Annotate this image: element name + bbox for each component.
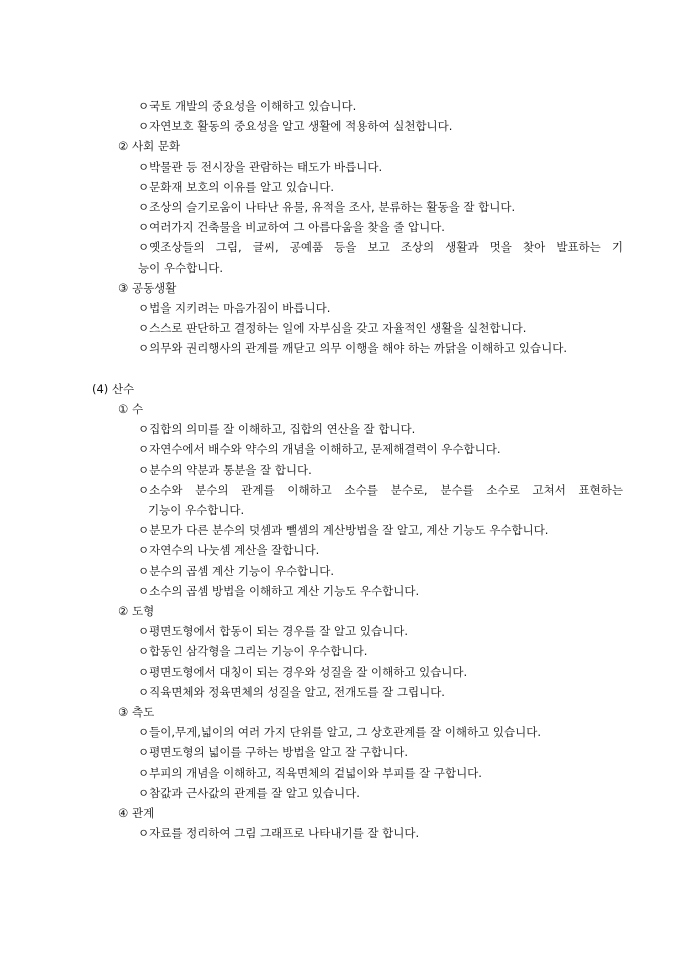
list-item: ㅇ박물관 등 전시장을 관람하는 태도가 바릅니다.	[138, 159, 383, 174]
list-item: ㅇ합동인 삼각형을 그리는 기능이 우수합니다.	[138, 644, 368, 659]
section-heading: (4) 산수	[92, 381, 135, 396]
list-item: ㅇ법을 지키려는 마음가짐이 바릅니다.	[138, 301, 331, 315]
list-item: ㅇ자료를 정리하여 그림 그래프로 나타내기를 잘 합니다.	[138, 826, 420, 841]
list-item: ㅇ국토 개발의 중요성을 이해하고 있습니다.	[138, 99, 357, 113]
list-item: ㅇ의무와 권리행사의 관계를 깨닫고 의무 이행을 해야 하는 까닭을 이해하고 있습니다.	[138, 341, 568, 356]
list-item: ㅇ자연보호 활동의 중요성을 알고 생활에 적용하여 실천합니다.	[138, 119, 453, 134]
list-item: ㅇ분모가 다른 분수의 덧셈과 뺄셈의 계산방법을 잘 알고, 계산 기능도 우수합니다.	[138, 523, 549, 538]
list-item-continuation: 기능이 우수합니다.	[148, 503, 245, 517]
list-item: ㅇ부피의 개념을 이해하고, 직육면체의 겉넓이와 부피를 잘 구합니다.	[138, 765, 482, 780]
list-item: ㅇ여러가지 건축물을 비교하여 그 아름다움을 찾을 줄 압니다.	[138, 220, 445, 235]
list-item: ㅇ평면도형의 넓이를 구하는 방법을 알고 잘 구합니다.	[138, 745, 408, 760]
list-item: ㅇ평면도형에서 대칭이 되는 경우와 성질을 잘 이해하고 있습니다.	[138, 664, 468, 679]
list-item: ㅇ분수의 곱셈 계산 기능이 우수합니다.	[138, 563, 335, 578]
list-item-continuation: 능이 우수합니다.	[138, 260, 224, 275]
subsection-heading: ① 수	[118, 402, 144, 416]
list-item: ㅇ자연수에서 배수와 약수의 개념을 이해하고, 문제해결력이 우수합니다.	[138, 442, 501, 457]
list-item: ㅇ들이,무게,넓이의 여러 가지 단위를 알고, 그 상호관계를 잘 이해하고 있습니다.	[138, 725, 542, 740]
list-item: ㅇ분수의 약분과 통분을 잘 합니다.	[138, 462, 312, 477]
list-item: ㅇ옛조상들의 그림, 글씨, 공예품 등을 보고 조상의 생활과 멋을 찾아 발표하는 기	[138, 240, 623, 255]
list-item: ㅇ집합의 의미를 잘 이해하고, 집합의 연산을 잘 합니다.	[138, 422, 416, 437]
list-item: ㅇ평면도형에서 합동이 되는 경우를 잘 알고 있습니다.	[138, 624, 408, 639]
list-item: ㅇ자연수의 나눗셈 계산을 잘합니다.	[138, 543, 320, 558]
list-item: ㅇ조상의 슬기로움이 나타난 유물, 유적을 조사, 분류하는 활동을 잘 합니다.	[138, 200, 516, 214]
subsection-heading: ② 사회 문화	[118, 139, 181, 154]
subsection-heading: ④ 관계	[118, 806, 155, 820]
list-item: ㅇ소수의 곱셈 방법을 이해하고 계산 기능도 우수합니다.	[138, 583, 420, 598]
list-item: ㅇ직육면체와 정육면체의 성질을 알고, 전개도를 잘 그립니다.	[138, 684, 445, 699]
list-item: ㅇ문화재 보호의 이유를 알고 있습니다.	[138, 179, 335, 194]
subsection-heading: ③ 측도	[118, 705, 155, 719]
list-item: ㅇ참값과 근사값의 관계를 잘 알고 있습니다.	[138, 785, 360, 800]
subsection-heading: ③ 공동생활	[118, 280, 177, 295]
list-item: ㅇ소수와 분수의 관계를 이해하고 소수를 분수로, 분수를 소수로 고쳐서 표현하는	[138, 482, 623, 497]
list-item: ㅇ스스로 판단하고 결정하는 일에 자부심을 갖고 자율적인 생활을 실천합니다.	[138, 321, 527, 336]
subsection-heading: ② 도형	[118, 604, 155, 618]
